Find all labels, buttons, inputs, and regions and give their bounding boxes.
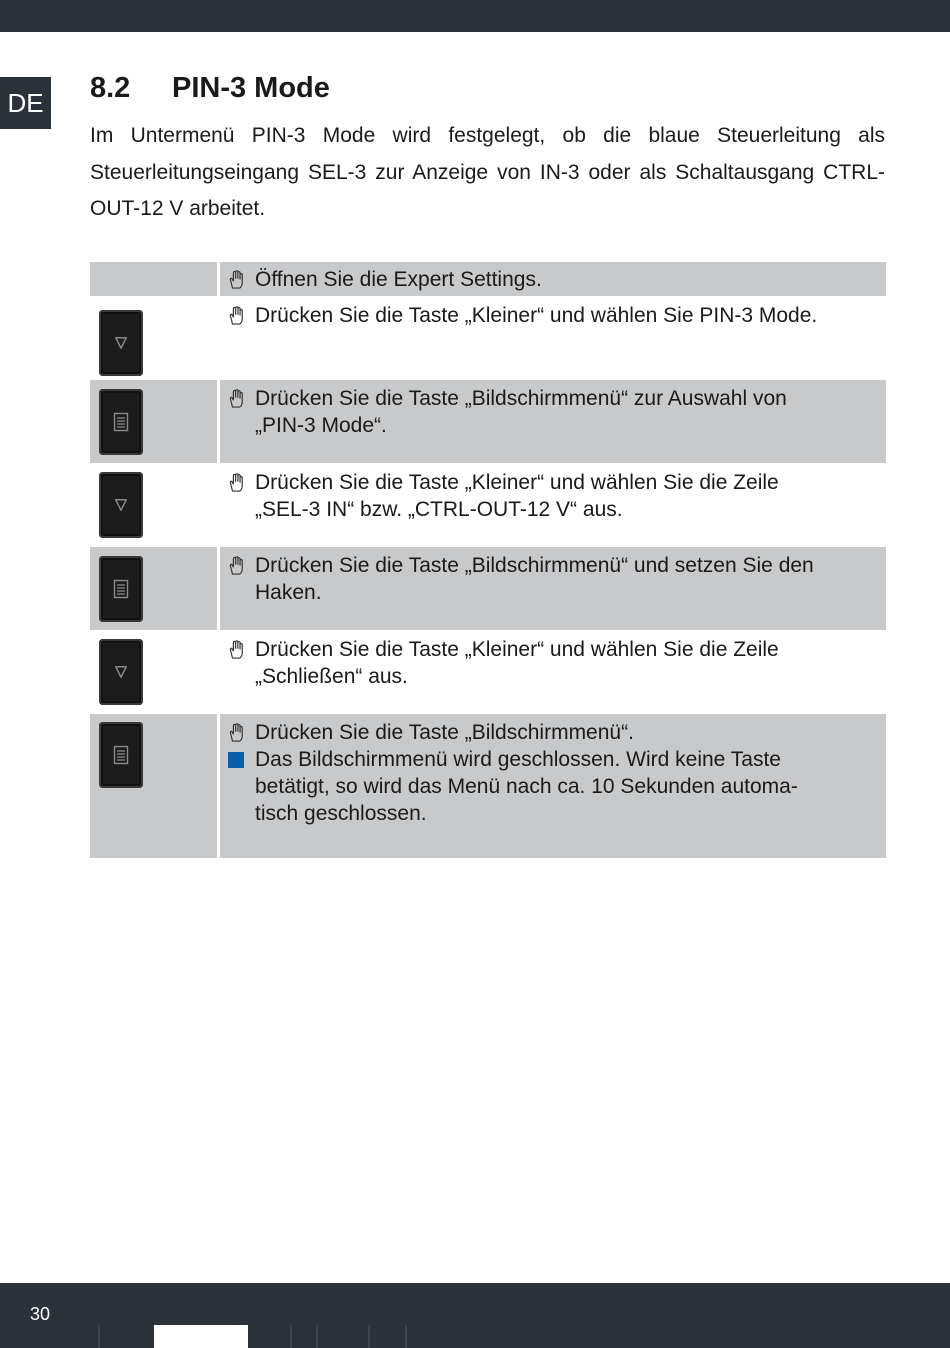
icon-cell xyxy=(90,463,217,547)
result-line-cont: betätigt, so wird das Menü nach ca. 10 Sekunden automa- xyxy=(255,775,798,798)
instruction-text: Drücken Sie die Taste „Bildschirmmenü“. xyxy=(255,721,634,744)
instruction-text: Drücken Sie die Taste „Kleiner“ und wählen Sie die Zeile xyxy=(255,638,779,661)
instruction-line-cont: Haken. xyxy=(255,581,322,604)
result-text: Das Bildschirmmenü wird geschlossen. Wird keine Taste xyxy=(255,748,781,771)
menu-button-icon xyxy=(99,722,143,788)
page-number: 30 xyxy=(30,1304,51,1324)
instruction-line xyxy=(228,636,876,663)
instruction-text: Drücken Sie die Taste „Kleiner“ und wählen Sie die Zeile xyxy=(255,471,779,494)
text-cell xyxy=(220,296,886,380)
menu-button-icon xyxy=(99,556,143,622)
instruction-line-cont: „Schließen“ aus. xyxy=(255,665,408,688)
down-triangle-button-icon xyxy=(99,472,143,538)
hand-pointer-icon xyxy=(228,302,255,329)
hand-pointer-icon xyxy=(228,552,255,579)
text-cell xyxy=(220,380,886,463)
down-triangle-button-icon xyxy=(99,310,143,376)
icon-cell xyxy=(90,380,217,463)
step-row xyxy=(90,463,886,547)
top-bar xyxy=(0,0,950,32)
hand-pointer-icon xyxy=(228,719,255,746)
section-title: PIN-3 Mode xyxy=(172,72,330,104)
instruction-line-cont: „PIN-3 Mode“. xyxy=(255,414,387,437)
result-line-cont: tisch geschlossen. xyxy=(255,802,427,825)
down-triangle-button-icon xyxy=(99,639,143,705)
instruction-text: Öffnen Sie die Expert Settings. xyxy=(255,268,542,291)
text-cell xyxy=(220,714,886,858)
instruction-text: Drücken Sie die Taste „Bildschirmmenü“ und setzen Sie den xyxy=(255,554,814,577)
text-cell xyxy=(220,463,886,547)
instruction-line xyxy=(228,302,876,329)
intro-paragraph: Im Untermenü PIN-3 Mode wird festgelegt, ob die blaue Steuerleitung als Steuerleitungseingang SEL-3 zur Anzeige von IN-3 oder als Schaltausgang CTRL-OUT-12 V arbeitet. xyxy=(90,124,885,220)
icon-cell xyxy=(90,547,217,630)
text-cell xyxy=(220,262,886,296)
section-heading xyxy=(90,70,330,106)
icon-cell xyxy=(90,630,217,714)
language-tab xyxy=(0,77,51,129)
step-row xyxy=(90,630,886,714)
language-label: DE xyxy=(7,87,44,118)
icon-cell xyxy=(90,262,217,296)
hand-pointer-icon xyxy=(228,266,255,293)
hand-pointer-icon xyxy=(228,636,255,663)
step-row xyxy=(90,547,886,630)
text-cell xyxy=(220,547,886,630)
hand-pointer-icon xyxy=(228,469,255,496)
step-row xyxy=(90,380,886,463)
menu-button-icon xyxy=(99,389,143,455)
step-row xyxy=(90,296,886,380)
section-number: 8.2 xyxy=(90,72,131,104)
instruction-line xyxy=(228,552,876,579)
text-cell xyxy=(220,630,886,714)
icon-cell xyxy=(90,296,217,380)
instruction-line xyxy=(228,469,876,496)
hand-pointer-icon xyxy=(228,385,255,412)
footer-bar xyxy=(0,1283,950,1348)
instruction-line-cont: „SEL-3 IN“ bzw. „CTRL-OUT-12 V“ aus. xyxy=(255,498,623,521)
result-square-icon xyxy=(228,752,244,768)
instruction-text: Drücken Sie die Taste „Kleiner“ und wählen Sie PIN-3 Mode. xyxy=(255,304,818,327)
step-row xyxy=(90,262,886,296)
instruction-text: Drücken Sie die Taste „Bildschirmmenü“ zur Auswahl von xyxy=(255,387,787,410)
step-table xyxy=(90,262,886,858)
icon-cell xyxy=(90,714,217,858)
result-line xyxy=(228,746,876,773)
step-row xyxy=(90,714,886,858)
instruction-line xyxy=(228,385,876,412)
instruction-line xyxy=(228,719,876,746)
instruction-line xyxy=(228,266,876,293)
